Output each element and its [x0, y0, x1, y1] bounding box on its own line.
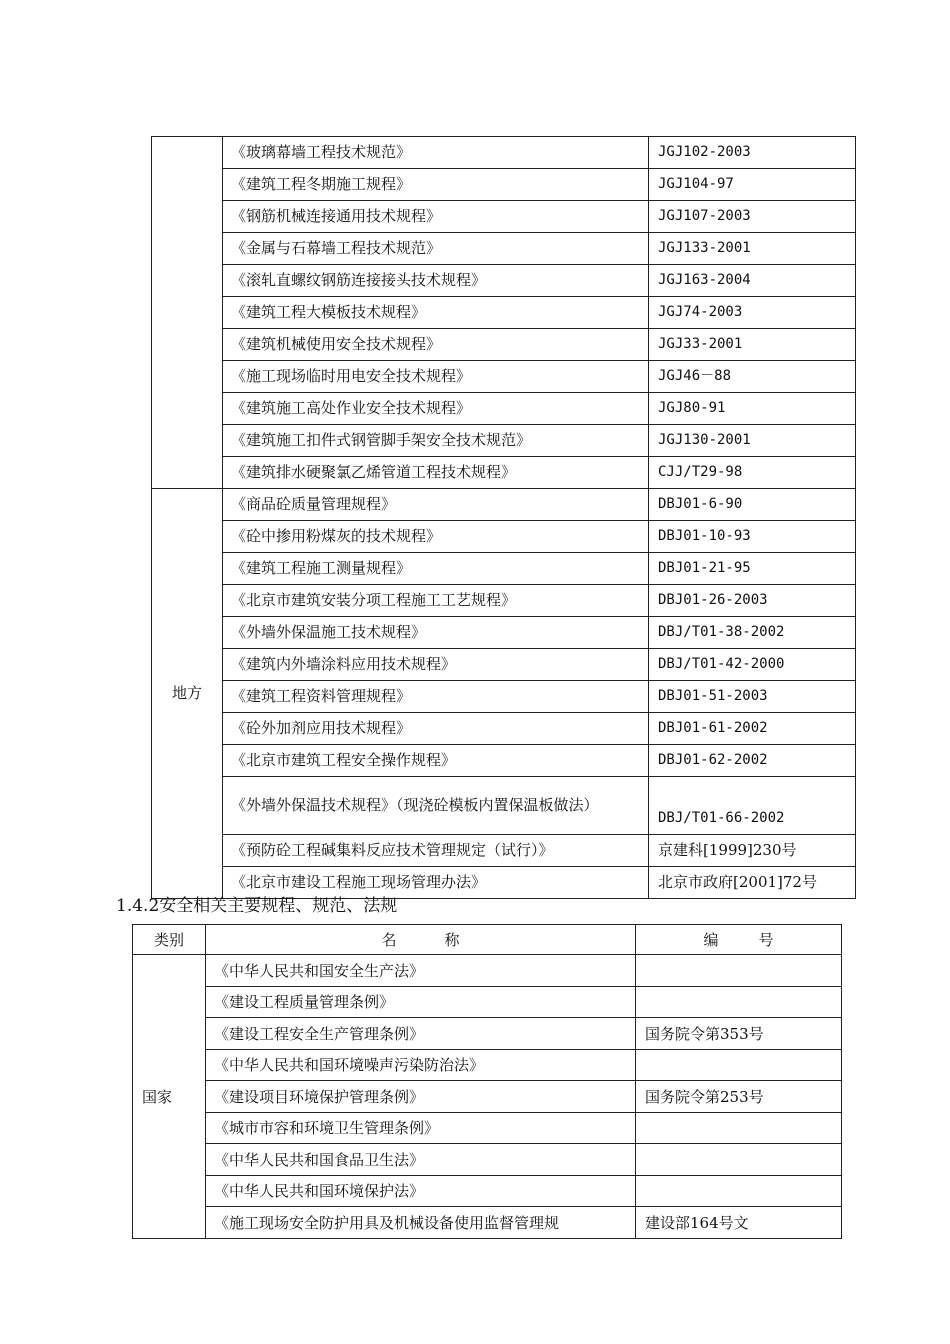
standard-code: DBJ01-61-2002	[649, 713, 856, 745]
standard-name: 《砼外加剂应用技术规程》	[223, 713, 649, 745]
standard-name: 《北京市建筑工程安全操作规程》	[223, 745, 649, 777]
header-code	[636, 925, 842, 955]
regulation-code	[636, 1113, 842, 1144]
header-code-char-2: 号	[758, 930, 774, 949]
standard-code: JGJ163-2004	[649, 265, 856, 297]
header-name-char-2: 称	[444, 930, 460, 949]
regulation-code	[636, 1144, 842, 1176]
header-name	[206, 925, 636, 955]
regulation-name: 《中华人民共和国环境噪声污染防治法》	[206, 1050, 636, 1081]
standard-code: DBJ/T01-38-2002	[649, 617, 856, 649]
regulation-code	[636, 1176, 842, 1207]
safety-regulations-table	[132, 924, 842, 1239]
regulation-code: 国务院令第353号	[636, 1018, 842, 1050]
standard-name: 《外墙外保温施工技术规程》	[223, 617, 649, 649]
category-cell-blank	[152, 137, 223, 489]
standard-code: DBJ01-21-95	[649, 553, 856, 585]
standard-code: JGJ33-2001	[649, 329, 856, 361]
category-cell-local: 地方	[152, 489, 223, 899]
standard-code: CJJ/T29-98	[649, 457, 856, 489]
regulation-name: 《建设工程质量管理条例》	[206, 987, 636, 1018]
category-cell-national: 国家	[133, 955, 206, 1239]
standard-name: 《砼中掺用粉煤灰的技术规程》	[223, 521, 649, 553]
standard-code: DBJ01-26-2003	[649, 585, 856, 617]
standard-name: 《金属与石幕墙工程技术规范》	[223, 233, 649, 265]
regulation-name: 《城市市容和环境卫生管理条例》	[206, 1113, 636, 1144]
regulation-name: 《建设工程安全生产管理条例》	[206, 1018, 636, 1050]
standard-name: 《建筑工程大模板技术规程》	[223, 297, 649, 329]
standard-name: 《建筑施工扣件式钢管脚手架安全技术规范》	[223, 425, 649, 457]
regulation-name: 《建设项目环境保护管理条例》	[206, 1081, 636, 1113]
standard-code: JGJ80-91	[649, 393, 856, 425]
standard-name: 《施工现场临时用电安全技术规程》	[223, 361, 649, 393]
standard-code: JGJ130-2001	[649, 425, 856, 457]
regulation-code: 国务院令第253号	[636, 1081, 842, 1113]
regulation-name: 《施工现场安全防护用具及机械设备使用监督管理规	[206, 1207, 636, 1239]
standard-code: DBJ01-10-93	[649, 521, 856, 553]
standard-name: 《建筑机械使用安全技术规程》	[223, 329, 649, 361]
header-category: 类别	[133, 925, 206, 955]
header-code-char-1: 编	[703, 930, 719, 949]
standard-name: 《建筑工程施工测量规程》	[223, 553, 649, 585]
standard-name: 《建筑工程资料管理规程》	[223, 681, 649, 713]
standard-name: 《建筑排水硬聚氯乙烯管道工程技术规程》	[223, 457, 649, 489]
standard-name: 《玻璃幕墙工程技术规范》	[223, 137, 649, 169]
standard-name: 《北京市建设工程施工现场管理办法》	[223, 867, 649, 899]
standard-code: DBJ01-62-2002	[649, 745, 856, 777]
standard-name: 《预防砼工程碱集料反应技术管理规定（试行）》	[223, 835, 649, 867]
standard-name: 《建筑工程冬期施工规程》	[223, 169, 649, 201]
standard-name: 《外墙外保温技术规程》（现浇砼模板内置保温板做法）	[223, 777, 649, 835]
standard-code: DBJ/T01-66-2002	[649, 777, 856, 835]
regulation-code: 建设部164号文	[636, 1207, 842, 1239]
standard-name: 《北京市建筑安装分项工程施工工艺规程》	[223, 585, 649, 617]
standard-name: 《钢筋机械连接通用技术规程》	[223, 201, 649, 233]
standard-code: JGJ46－88	[649, 361, 856, 393]
standard-code: JGJ133-2001	[649, 233, 856, 265]
standard-name: 《建筑内外墙涂料应用技术规程》	[223, 649, 649, 681]
standards-table-continued	[151, 136, 856, 899]
regulation-name: 《中华人民共和国食品卫生法》	[206, 1144, 636, 1176]
standard-code: JGJ104-97	[649, 169, 856, 201]
standard-code: DBJ/T01-42-2000	[649, 649, 856, 681]
standard-code: JGJ107-2003	[649, 201, 856, 233]
standard-name: 《商品砼质量管理规程》	[223, 489, 649, 521]
regulation-name: 《中华人民共和国安全生产法》	[206, 955, 636, 987]
regulation-code	[636, 987, 842, 1018]
standard-code: 北京市政府[2001]72号	[649, 867, 856, 899]
regulation-code	[636, 955, 842, 987]
standard-code: DBJ01-6-90	[649, 489, 856, 521]
section-heading: 1.4.2安全相关主要规程、规范、法规	[116, 896, 398, 916]
standard-code: JGJ74-2003	[649, 297, 856, 329]
standard-code: JGJ102-2003	[649, 137, 856, 169]
regulation-code	[636, 1050, 842, 1081]
standard-code: DBJ01-51-2003	[649, 681, 856, 713]
standard-code: 京建科[1999]230号	[649, 835, 856, 867]
header-name-char-1: 名	[381, 930, 397, 949]
standard-name: 《滚轧直螺纹钢筋连接接头技术规程》	[223, 265, 649, 297]
standard-name: 《建筑施工高处作业安全技术规程》	[223, 393, 649, 425]
regulation-name: 《中华人民共和国环境保护法》	[206, 1176, 636, 1207]
